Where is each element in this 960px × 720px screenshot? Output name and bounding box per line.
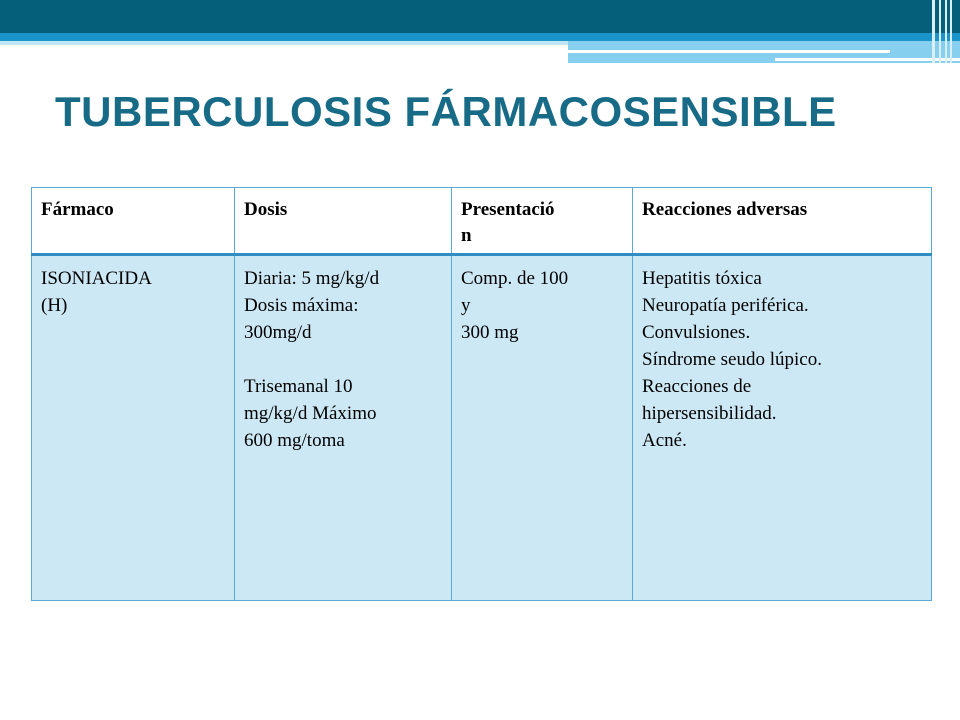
header-edge-line (939, 0, 941, 63)
header-text-part: n (461, 225, 472, 246)
cell-spacer (244, 346, 442, 373)
cell-text-line: Síndrome seudo lúpico. (642, 349, 822, 370)
cell-dosis (235, 255, 452, 601)
cell-text-line: 300 mg (461, 322, 519, 343)
cell-text-line: Reacciones de (642, 376, 752, 397)
cell-text-line: Diaria: 5 mg/kg/d (244, 268, 380, 289)
cell-reacciones (633, 255, 932, 601)
header-stripe (568, 50, 890, 53)
cell-text-line: (H) (41, 295, 68, 316)
column-header-dosis: Dosis (235, 188, 452, 255)
column-header-farmaco: Fármaco (32, 188, 235, 255)
cell-text-line: 600 mg/toma (244, 430, 345, 451)
header-bar-dark (0, 0, 960, 33)
header-edge-line (945, 0, 947, 63)
drug-table (31, 187, 932, 601)
cell-text-line: Trisemanal 10 (244, 376, 353, 397)
header-bar-accent (0, 33, 960, 41)
cell-text-line: 300mg/d (244, 322, 312, 343)
column-header-presentacion (452, 188, 633, 255)
cell-text-line: Neuropatía periférica. (642, 295, 809, 316)
column-header-reacciones: Reacciones adversas (633, 188, 932, 255)
cell-text-line: Dosis máxima: (244, 295, 359, 316)
cell-text-line: Comp. de 100 (461, 268, 569, 289)
table-row (32, 255, 932, 601)
header-edge-line (950, 0, 952, 63)
cell-text-line: ISONIACIDA (41, 268, 152, 289)
cell-presentacion (452, 255, 633, 601)
header-edge-line (932, 0, 935, 63)
cell-text-line: y (461, 295, 471, 316)
cell-text-line: hipersensibilidad. (642, 403, 777, 424)
header-text-part: Presentació (461, 199, 555, 220)
table-header-row (32, 188, 932, 255)
slide-title: TUBERCULOSIS FÁRMACOSENSIBLE (55, 88, 837, 135)
cell-farmaco (32, 255, 235, 601)
header-bar-light-left (0, 41, 568, 45)
cell-text-line: Convulsiones. (642, 322, 751, 343)
cell-text-line: Acné. (642, 430, 687, 451)
cell-text-line: mg/kg/d Máximo (244, 403, 377, 424)
cell-text-line: Hepatitis tóxica (642, 268, 762, 289)
